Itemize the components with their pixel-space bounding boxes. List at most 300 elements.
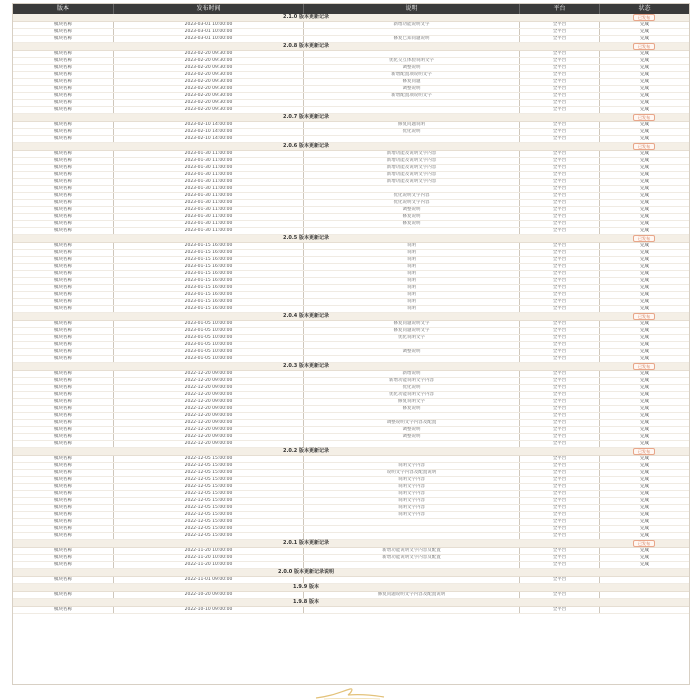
table-cell-c3 xyxy=(303,533,519,539)
table-cell-c5: 完成 xyxy=(599,328,689,334)
table-row xyxy=(13,498,689,505)
table-cell-c5: 完成 xyxy=(599,36,689,42)
table-cell-c3: 优化说明 xyxy=(303,385,519,391)
table-cell-c5: 完成 xyxy=(599,165,689,171)
table-cell-c5: 完成 xyxy=(599,243,689,249)
status-badge[interactable]: 已发布 xyxy=(633,235,655,242)
table-cell-c5: 完成 xyxy=(599,228,689,234)
table-cell-c2: 2023-01-30 11:00:00 xyxy=(113,179,303,185)
table-row xyxy=(13,271,689,278)
table-cell-c3 xyxy=(303,413,519,419)
group-header-row xyxy=(13,584,689,592)
table-row xyxy=(13,406,689,413)
table-cell-c3: 优化说明 xyxy=(303,129,519,135)
status-badge[interactable]: 已发布 xyxy=(633,143,655,150)
table-cell-c1: 模块名称 xyxy=(54,371,72,376)
table-cell-c2: 2023-01-30 11:00:00 xyxy=(113,193,303,199)
table-cell-c3 xyxy=(303,456,519,462)
table-cell-c5: 完成 xyxy=(599,257,689,263)
table-cell-c3: 修复说明 xyxy=(303,406,519,412)
table-row xyxy=(13,427,689,434)
table-cell-c5: 完成 xyxy=(599,51,689,57)
table-cell-c5: 完成 xyxy=(599,136,689,142)
table-cell-c1: 模块名称 xyxy=(54,243,72,248)
table-cell-c4: 全平台 xyxy=(519,562,599,568)
table-cell-c1: 模块名称 xyxy=(54,399,72,404)
table-cell-c4: 全平台 xyxy=(519,264,599,270)
table-cell-c5: 完成 xyxy=(599,86,689,92)
table-row xyxy=(13,257,689,264)
table-body xyxy=(13,14,689,614)
table-cell-c1: 模块名称 xyxy=(54,342,72,347)
table-cell-c1: 模块名称 xyxy=(54,172,72,177)
table-cell-c1: 模块名称 xyxy=(54,477,72,482)
table-cell-c1: 模块名称 xyxy=(54,306,72,311)
table-row xyxy=(13,505,689,512)
table-cell-c2: 2023-01-15 16:00:00 xyxy=(113,306,303,312)
table-row xyxy=(13,548,689,555)
table-cell-c5: 完成 xyxy=(599,335,689,341)
group-title: 2.0.0 版本更新记录说明 xyxy=(278,569,334,575)
table-row xyxy=(13,392,689,399)
table-cell-c4: 全平台 xyxy=(519,399,599,405)
table-row xyxy=(13,107,689,114)
table-cell-c1: 模块名称 xyxy=(54,555,72,560)
table-cell-c5: 完成 xyxy=(599,321,689,327)
table-cell-c3: 新增功能及说明文字内容 xyxy=(303,179,519,185)
status-badge[interactable]: 已发布 xyxy=(633,43,655,50)
group-header-row xyxy=(13,313,689,321)
table-cell-c4: 全平台 xyxy=(519,342,599,348)
table-cell-c3: 说明 xyxy=(303,299,519,305)
table-cell-c5: 完成 xyxy=(599,427,689,433)
table-cell-c5: 完成 xyxy=(599,172,689,178)
table-cell-c5: 完成 xyxy=(599,441,689,447)
table-cell-c1: 模块名称 xyxy=(54,299,72,304)
table-cell-c5: 完成 xyxy=(599,470,689,476)
table-cell-c2: 2023-01-30 11:00:00 xyxy=(113,165,303,171)
status-badge[interactable]: 已发布 xyxy=(633,313,655,320)
group-header-row xyxy=(13,143,689,151)
table-cell-c2: 2023-03-01 10:00:00 xyxy=(113,36,303,42)
table-cell-c2: 2022-12-20 09:00:00 xyxy=(113,392,303,398)
table-cell-c1: 模块名称 xyxy=(54,228,72,233)
header-col-status: 状态 xyxy=(599,4,689,14)
table-cell-c2: 2023-01-15 16:00:00 xyxy=(113,243,303,249)
table-cell-c1: 模块名称 xyxy=(54,200,72,205)
table-cell-c1: 模块名称 xyxy=(54,321,72,326)
group-title: 2.1.0 版本更新记录 xyxy=(283,14,329,20)
table-cell-c3: 调整说明 xyxy=(303,427,519,433)
group-header-row xyxy=(13,43,689,51)
table-cell-c2: 2023-01-05 10:00:00 xyxy=(113,342,303,348)
table-row xyxy=(13,207,689,214)
table-row xyxy=(13,413,689,420)
table-cell-c5: 完成 xyxy=(599,22,689,28)
table-cell-c2: 2022-12-20 09:00:00 xyxy=(113,441,303,447)
table-cell-c3 xyxy=(303,228,519,234)
table-cell-c2: 2023-01-30 11:00:00 xyxy=(113,228,303,234)
group-header-row xyxy=(13,114,689,122)
table-cell-c2: 2023-01-05 10:00:00 xyxy=(113,335,303,341)
table-row xyxy=(13,399,689,406)
table-cell-c4: 全平台 xyxy=(519,406,599,412)
group-title: 2.0.6 版本更新记录 xyxy=(283,143,329,149)
table-cell-c4: 全平台 xyxy=(519,151,599,157)
table-cell-c1: 模块名称 xyxy=(54,349,72,354)
table-cell-c1: 模块名称 xyxy=(54,93,72,98)
table-cell-c4: 全平台 xyxy=(519,285,599,291)
table-cell-c3 xyxy=(303,51,519,57)
table-cell-c2: 2022-12-05 15:00:00 xyxy=(113,484,303,490)
table-row xyxy=(13,158,689,165)
table-row xyxy=(13,463,689,470)
table-cell-c1: 模块名称 xyxy=(54,86,72,91)
table-cell-c2: 2023-01-30 11:00:00 xyxy=(113,207,303,213)
table-cell-c5: 完成 xyxy=(599,93,689,99)
table-cell-c1: 模块名称 xyxy=(54,392,72,397)
table-cell-c1: 模块名称 xyxy=(54,221,72,226)
release-table xyxy=(12,3,690,685)
table-cell-c1: 模块名称 xyxy=(54,36,72,41)
table-cell-c5: 完成 xyxy=(599,214,689,220)
table-cell-c1: 模块名称 xyxy=(54,441,72,446)
table-cell-c5: 完成 xyxy=(599,58,689,64)
group-title: 2.0.7 版本更新记录 xyxy=(283,114,329,120)
table-cell-c2: 2022-12-05 15:00:00 xyxy=(113,512,303,518)
table-row xyxy=(13,607,689,614)
table-cell-c4: 全平台 xyxy=(519,484,599,490)
table-cell-c4: 全平台 xyxy=(519,306,599,312)
table-cell-c5: 完成 xyxy=(599,65,689,71)
table-cell-c1: 模块名称 xyxy=(54,158,72,163)
table-cell-c5: 完成 xyxy=(599,207,689,213)
table-cell-c4: 全平台 xyxy=(519,505,599,511)
table-row xyxy=(13,441,689,448)
table-row xyxy=(13,321,689,328)
group-header-row xyxy=(13,448,689,456)
group-header-row xyxy=(13,599,689,607)
table-cell-c3: 说明文字内容 xyxy=(303,498,519,504)
table-row xyxy=(13,264,689,271)
table-cell-c5: 完成 xyxy=(599,548,689,554)
table-cell-c2: 2023-02-20 09:30:00 xyxy=(113,86,303,92)
table-cell-c1: 模块名称 xyxy=(54,456,72,461)
group-tag-cell xyxy=(599,235,689,242)
table-cell-c5: 完成 xyxy=(599,406,689,412)
table-cell-c2: 2022-12-20 09:00:00 xyxy=(113,385,303,391)
table-row xyxy=(13,477,689,484)
table-cell-c4: 全平台 xyxy=(519,271,599,277)
table-cell-c4: 全平台 xyxy=(519,172,599,178)
table-cell-c4: 全平台 xyxy=(519,577,599,583)
table-header xyxy=(13,4,689,14)
group-title: 2.0.3 版本更新记录 xyxy=(283,363,329,369)
table-cell-c2: 2023-02-10 14:00:00 xyxy=(113,136,303,142)
table-cell-c1: 模块名称 xyxy=(54,79,72,84)
table-cell-c4: 全平台 xyxy=(519,22,599,28)
table-cell-c2: 2022-12-20 09:00:00 xyxy=(113,378,303,384)
group-tag-cell xyxy=(599,313,689,320)
table-cell-c3 xyxy=(303,136,519,142)
table-cell-c5: 完成 xyxy=(599,100,689,106)
group-header-row xyxy=(13,14,689,22)
table-cell-c3 xyxy=(303,186,519,192)
table-cell-c4: 全平台 xyxy=(519,607,599,613)
table-cell-c5 xyxy=(599,577,689,583)
table-cell-c4: 全平台 xyxy=(519,122,599,128)
table-row xyxy=(13,342,689,349)
table-cell-c4: 全平台 xyxy=(519,58,599,64)
table-cell-c5: 完成 xyxy=(599,292,689,298)
table-cell-c2: 2022-11-20 10:00:00 xyxy=(113,562,303,568)
table-cell-c1: 模块名称 xyxy=(54,420,72,425)
table-cell-c1: 模块名称 xyxy=(54,107,72,112)
header-col-time: 发布时间 xyxy=(113,4,303,14)
status-badge[interactable]: 已发布 xyxy=(633,540,655,547)
table-row xyxy=(13,285,689,292)
table-cell-c5 xyxy=(599,607,689,613)
table-cell-c1: 模块名称 xyxy=(54,22,72,27)
table-cell-c2: 2022-12-05 15:00:00 xyxy=(113,491,303,497)
group-title: 1.9.9 版本 xyxy=(293,584,319,590)
table-cell-c5: 完成 xyxy=(599,342,689,348)
table-cell-c5: 完成 xyxy=(599,151,689,157)
table-cell-c3: 新增功能及说明文字内容 xyxy=(303,165,519,171)
table-cell-c3 xyxy=(303,29,519,35)
group-tag-cell xyxy=(599,114,689,121)
table-cell-c5: 完成 xyxy=(599,399,689,405)
table-cell-c3: 优化说明文字 xyxy=(303,335,519,341)
table-cell-c2: 2023-02-20 09:30:00 xyxy=(113,65,303,71)
table-cell-c4: 全平台 xyxy=(519,86,599,92)
table-row xyxy=(13,36,689,43)
table-cell-c4: 全平台 xyxy=(519,335,599,341)
table-cell-c3: 修复问题说明 xyxy=(303,122,519,128)
table-cell-c1: 模块名称 xyxy=(54,186,72,191)
status-badge[interactable]: 已发布 xyxy=(633,14,655,21)
table-row xyxy=(13,491,689,498)
table-cell-c1: 模块名称 xyxy=(54,463,72,468)
table-cell-c2: 2022-12-05 15:00:00 xyxy=(113,463,303,469)
table-cell-c5: 完成 xyxy=(599,186,689,192)
table-row xyxy=(13,250,689,257)
table-cell-c2: 2022-12-05 15:00:00 xyxy=(113,533,303,539)
table-row xyxy=(13,299,689,306)
table-cell-c5: 完成 xyxy=(599,533,689,539)
table-cell-c2: 2023-02-20 09:30:00 xyxy=(113,51,303,57)
table-cell-c5: 完成 xyxy=(599,264,689,270)
table-cell-c3: 新增功能说明文字 xyxy=(303,22,519,28)
table-cell-c4: 全平台 xyxy=(519,243,599,249)
table-cell-c3: 优化说明文字内容 xyxy=(303,200,519,206)
table-cell-c1: 模块名称 xyxy=(54,285,72,290)
table-cell-c1: 模块名称 xyxy=(54,491,72,496)
table-cell-c4: 全平台 xyxy=(519,427,599,433)
table-cell-c1: 模块名称 xyxy=(54,278,72,283)
table-cell-c3: 调整说明文字内容及配置 xyxy=(303,420,519,426)
table-cell-c3: 修复问题说明文字 xyxy=(303,321,519,327)
table-cell-c4: 全平台 xyxy=(519,292,599,298)
table-cell-c3: 调整说明 xyxy=(303,65,519,71)
table-cell-c4: 全平台 xyxy=(519,526,599,532)
group-tag-cell xyxy=(599,569,689,576)
table-cell-c5: 完成 xyxy=(599,306,689,312)
table-cell-c3 xyxy=(303,577,519,583)
group-tag-cell xyxy=(599,43,689,50)
table-row xyxy=(13,519,689,526)
table-cell-c2: 2023-01-05 10:00:00 xyxy=(113,349,303,355)
signature-mark-icon xyxy=(310,686,390,700)
table-cell-c3: 修复问题说明文字 xyxy=(303,328,519,334)
table-cell-c2: 2023-02-20 09:30:00 xyxy=(113,100,303,106)
table-cell-c4: 全平台 xyxy=(519,79,599,85)
table-cell-c1: 模块名称 xyxy=(54,378,72,383)
table-cell-c1: 模块名称 xyxy=(54,526,72,531)
header-col-desc: 说明 xyxy=(303,4,519,14)
table-row xyxy=(13,129,689,136)
table-row xyxy=(13,86,689,93)
group-tag-cell xyxy=(599,448,689,455)
table-cell-c2: 2022-11-20 10:00:00 xyxy=(113,555,303,561)
status-badge[interactable]: 已发布 xyxy=(633,448,655,455)
group-tag-cell xyxy=(599,584,689,591)
table-cell-c2: 2022-12-20 09:00:00 xyxy=(113,371,303,377)
table-cell-c4: 全平台 xyxy=(519,107,599,113)
table-cell-c5 xyxy=(599,592,689,598)
table-cell-c4: 全平台 xyxy=(519,165,599,171)
table-cell-c5: 完成 xyxy=(599,250,689,256)
table-cell-c4: 全平台 xyxy=(519,441,599,447)
table-cell-c5: 完成 xyxy=(599,505,689,511)
table-cell-c5: 完成 xyxy=(599,392,689,398)
table-cell-c3: 说明 xyxy=(303,250,519,256)
table-cell-c5: 完成 xyxy=(599,385,689,391)
table-cell-c1: 模块名称 xyxy=(54,151,72,156)
table-cell-c3: 新增功能及说明文字内容 xyxy=(303,172,519,178)
table-row xyxy=(13,562,689,569)
table-cell-c2: 2023-01-05 10:00:00 xyxy=(113,321,303,327)
table-cell-c5: 完成 xyxy=(599,491,689,497)
table-cell-c5: 完成 xyxy=(599,122,689,128)
table-row xyxy=(13,306,689,313)
table-row xyxy=(13,385,689,392)
table-cell-c2: 2023-01-15 16:00:00 xyxy=(113,299,303,305)
table-cell-c3: 说明 xyxy=(303,285,519,291)
table-cell-c1: 模块名称 xyxy=(54,335,72,340)
table-cell-c2: 2023-01-30 11:00:00 xyxy=(113,158,303,164)
table-cell-c5: 完成 xyxy=(599,271,689,277)
table-cell-c3: 新增功能及说明文字内容 xyxy=(303,151,519,157)
table-cell-c5: 完成 xyxy=(599,456,689,462)
table-row xyxy=(13,592,689,599)
table-cell-c3: 说明 xyxy=(303,306,519,312)
table-cell-c2: 2023-02-20 09:30:00 xyxy=(113,58,303,64)
table-cell-c4: 全平台 xyxy=(519,519,599,525)
table-cell-c1: 模块名称 xyxy=(54,484,72,489)
table-cell-c5: 完成 xyxy=(599,555,689,561)
table-cell-c5: 完成 xyxy=(599,498,689,504)
table-cell-c5: 完成 xyxy=(599,434,689,440)
table-cell-c4: 全平台 xyxy=(519,100,599,106)
table-cell-c5: 完成 xyxy=(599,107,689,113)
table-cell-c3: 说明 xyxy=(303,278,519,284)
status-badge[interactable]: 已发布 xyxy=(633,114,655,121)
table-row xyxy=(13,65,689,72)
table-cell-c4: 全平台 xyxy=(519,498,599,504)
table-cell-c3: 修复说明 xyxy=(303,221,519,227)
table-cell-c3: 说明 xyxy=(303,264,519,270)
table-cell-c1: 模块名称 xyxy=(54,562,72,567)
table-cell-c3: 说明 xyxy=(303,257,519,263)
table-cell-c3: 调整说明 xyxy=(303,349,519,355)
group-tag-cell xyxy=(599,14,689,21)
table-cell-c3: 说明文字内容 xyxy=(303,477,519,483)
table-row xyxy=(13,526,689,533)
table-row xyxy=(13,200,689,207)
table-cell-c2: 2022-11-01 09:00:00 xyxy=(113,577,303,583)
table-cell-c2: 2022-11-20 10:00:00 xyxy=(113,548,303,554)
table-cell-c2: 2022-12-20 09:00:00 xyxy=(113,420,303,426)
group-tag-cell xyxy=(599,363,689,370)
table-cell-c3: 修复问题说明文字内容及配置说明 xyxy=(303,592,519,598)
table-cell-c1: 模块名称 xyxy=(54,72,72,77)
table-cell-c4: 全平台 xyxy=(519,456,599,462)
table-cell-c2: 2023-02-10 14:00:00 xyxy=(113,129,303,135)
table-cell-c5: 完成 xyxy=(599,378,689,384)
table-cell-c1: 模块名称 xyxy=(54,292,72,297)
table-row xyxy=(13,151,689,158)
table-cell-c3 xyxy=(303,342,519,348)
table-cell-c1: 模块名称 xyxy=(54,29,72,34)
status-badge[interactable]: 已发布 xyxy=(633,363,655,370)
table-cell-c3: 新增功能说明文字内容及配置 xyxy=(303,555,519,561)
table-cell-c5: 完成 xyxy=(599,299,689,305)
table-cell-c3: 新增功能说明文字内容 xyxy=(303,378,519,384)
table-cell-c4: 全平台 xyxy=(519,512,599,518)
table-cell-c3: 新增功能及说明文字内容 xyxy=(303,158,519,164)
table-cell-c4: 全平台 xyxy=(519,93,599,99)
table-cell-c1: 模块名称 xyxy=(54,264,72,269)
table-cell-c3: 调整说明 xyxy=(303,86,519,92)
group-header-row xyxy=(13,569,689,577)
table-cell-c4: 全平台 xyxy=(519,356,599,362)
table-cell-c3: 修复说明 xyxy=(303,214,519,220)
table-cell-c5: 完成 xyxy=(599,484,689,490)
table-cell-c3: 修复说明文字 xyxy=(303,399,519,405)
table-cell-c2: 2023-01-15 16:00:00 xyxy=(113,285,303,291)
group-title: 2.0.8 版本更新记录 xyxy=(283,43,329,49)
group-tag-cell xyxy=(599,143,689,150)
table-cell-c1: 模块名称 xyxy=(54,165,72,170)
table-cell-c3: 说明 xyxy=(303,292,519,298)
table-cell-c1: 模块名称 xyxy=(54,406,72,411)
table-cell-c1: 模块名称 xyxy=(54,607,72,612)
table-cell-c4: 全平台 xyxy=(519,463,599,469)
table-row xyxy=(13,93,689,100)
table-cell-c4: 全平台 xyxy=(519,136,599,142)
table-cell-c4: 全平台 xyxy=(519,29,599,35)
table-cell-c2: 2022-12-05 15:00:00 xyxy=(113,505,303,511)
table-cell-c1: 模块名称 xyxy=(54,65,72,70)
table-cell-c2: 2023-01-05 10:00:00 xyxy=(113,356,303,362)
table-row xyxy=(13,434,689,441)
table-cell-c5: 完成 xyxy=(599,519,689,525)
table-row xyxy=(13,328,689,335)
table-cell-c2: 2023-02-10 14:00:00 xyxy=(113,122,303,128)
table-cell-c3 xyxy=(303,562,519,568)
table-cell-c3: 调整说明 xyxy=(303,207,519,213)
